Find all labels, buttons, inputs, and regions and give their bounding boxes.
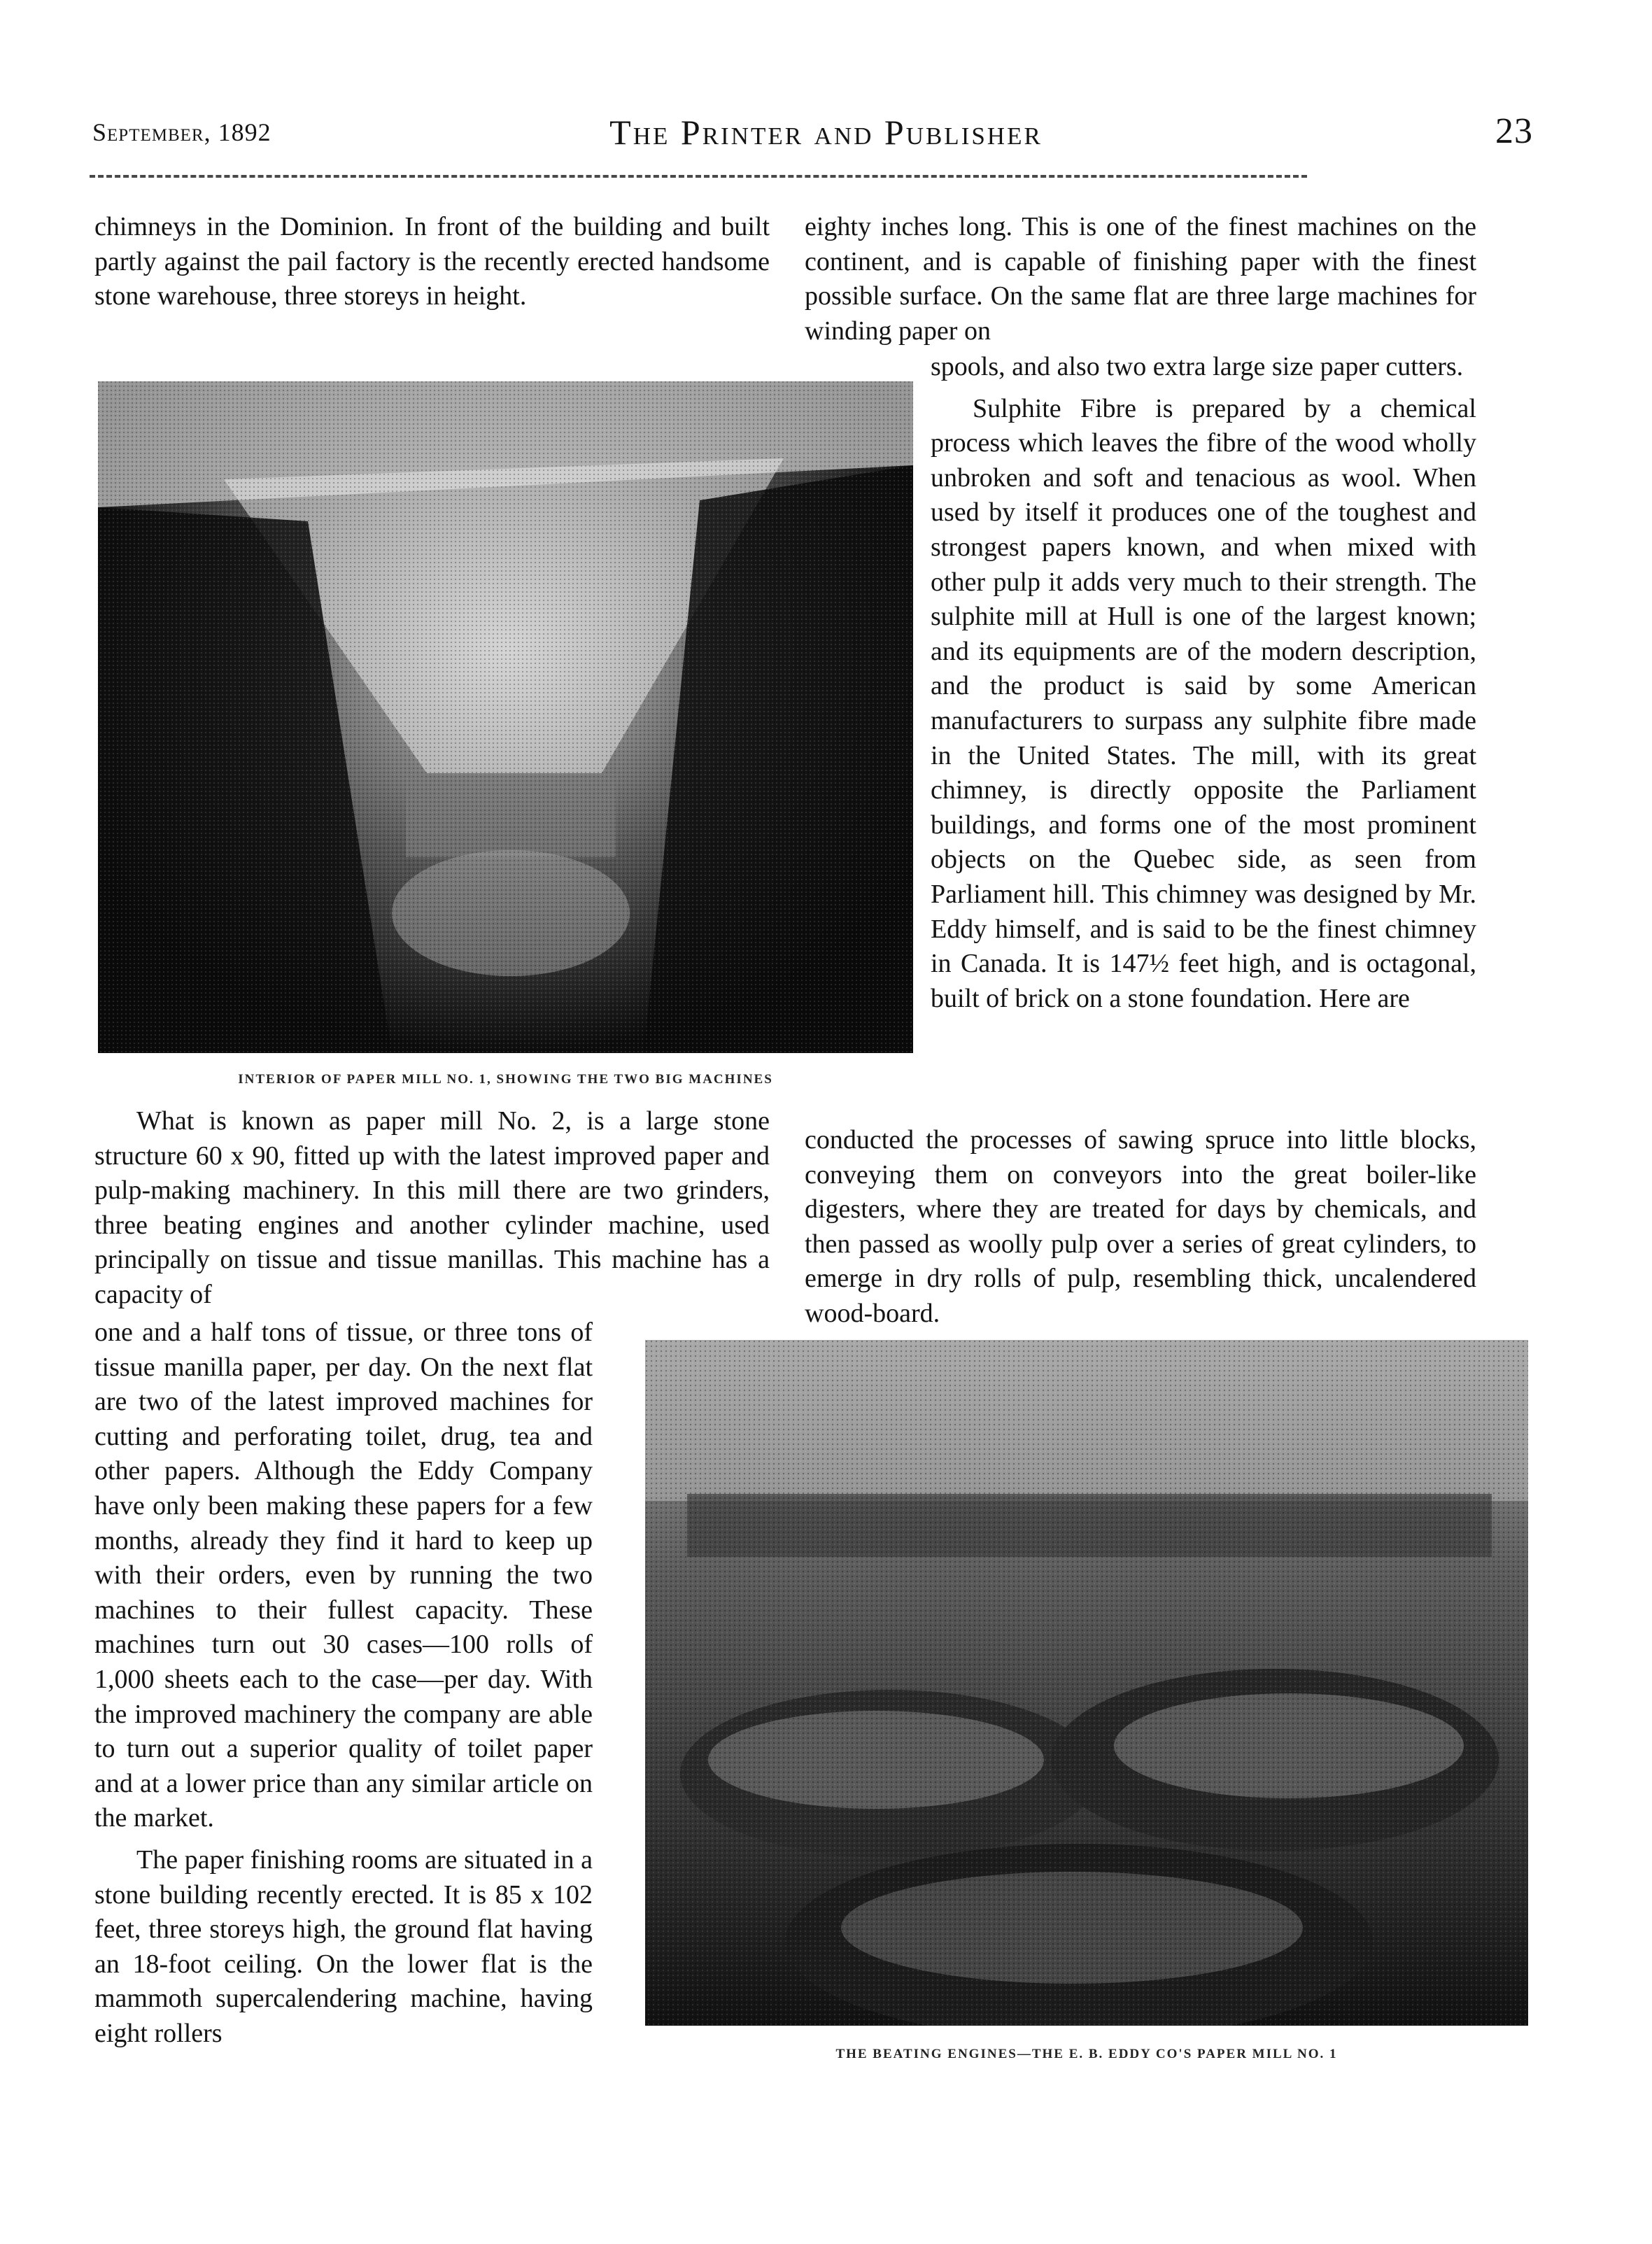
- header-title: The Printer and Publisher: [609, 113, 1043, 152]
- paragraph-continued: chimneys in the Dominion. In front of the building and built partly against the pail factory is the recently erected handsome stone warehouse, three storeys in height.: [94, 212, 770, 311]
- paragraph-sulphite-fibre: Sulphite Fibre is prepared by a chemical process which leaves the fibre of the wood wholly unbroken and soft and tenacious as wool. When used by itself it produces one of the toughest and strongest papers known, and when mixed with other pulp it adds very much to their strength. The sulphite mill at Hull is one of the largest known; and its equipments are of the modern description, and the product is said by some American manufacturers to surpass any sulphite fibre made in the United States. The mill, with its great chimney, is directly opposite the Parliament buildings, and forms one of the most prominent objects on the Quebec side, as seen from Parliament hill. This chimney was designed by Mr. Eddy himself, and is said to be the finest chimney in Canada. It is 147½ feet high, and is octagonal, built of brick on a stone foundation. Here are: [931, 393, 1476, 1013]
- left-column-mill2: [94, 1104, 770, 1313]
- paragraph-sulphite-continued: conducted the processes of sawing spruce into little blocks, conveying them on conveyors into the great boiler-like digesters, where they are treated for days by chemicals, and then passed as woolly pulp over a series of great cylinders, to emerge in dry rolls of pulp, resembling thick, uncalendered wood-board.: [805, 1125, 1476, 1328]
- header-rule: [90, 175, 1307, 178]
- right-column-top: [805, 210, 1476, 348]
- left-column-top: [94, 210, 770, 314]
- paragraph-machines-continued: spools, and also two extra large size paper cutters.: [931, 352, 1464, 381]
- photo-beating-engines: [645, 1340, 1528, 2026]
- right-column-narrow: [931, 350, 1476, 1016]
- caption-beating-engines: THE BEATING ENGINES—THE E. B. EDDY CO'S PAPER MILL NO. 1: [835, 2047, 1338, 2061]
- page-number: 23: [1495, 111, 1533, 151]
- caption-mill-interior: INTERIOR OF PAPER MILL NO. 1, SHOWING THE TWO BIG MACHINES: [238, 1072, 773, 1087]
- mill-interior-illustration: [98, 381, 913, 1053]
- right-column-bottom: [805, 1123, 1476, 1332]
- paragraph-mill-no-2-continued: one and a half tons of tissue, or three tons of tissue manilla paper, per day. On the next flat are two of the latest improved machines for cutting and perforating toilet, drug, tea and other papers. Although the Eddy Company have only been making these papers for a few months, already they find it hard to keep up with their orders, even by running the two machines to their fullest capacity. These machines turn out 30 cases—100 rolls of 1,000 sheets each to the case—per day. With the improved machinery the company are able to turn out a superior quality of toilet paper and at a lower price than any similar article on the market.: [94, 1318, 593, 1833]
- beating-engines-illustration: [645, 1340, 1528, 2026]
- photo-mill-interior: [98, 381, 913, 1053]
- paragraph-finishing-rooms: The paper finishing rooms are situated in a stone building recently erected. It is 85 x 102 feet, three storeys high, the ground flat having an 18-foot ceiling. On the lower flat is the mammoth supercalendering machine, having eight rollers: [94, 1844, 593, 2048]
- header-date: September, 1892: [92, 118, 271, 146]
- paragraph-machines: eighty inches long. This is one of the finest machines on the continent, and is capable of finishing paper with the finest possible surface. On the same flat are three large machines for winding paper on: [805, 212, 1476, 346]
- paragraph-mill-no-2: What is known as paper mill No. 2, is a large stone structure 60 x 90, fitted up with the latest improved paper and pulp-making machinery. In this mill there are two grinders, three beating engines and another cylinder machine, used principally on tissue and tissue manillas. This machine has a capacity of: [94, 1106, 770, 1309]
- left-column-narrow: [94, 1315, 593, 2051]
